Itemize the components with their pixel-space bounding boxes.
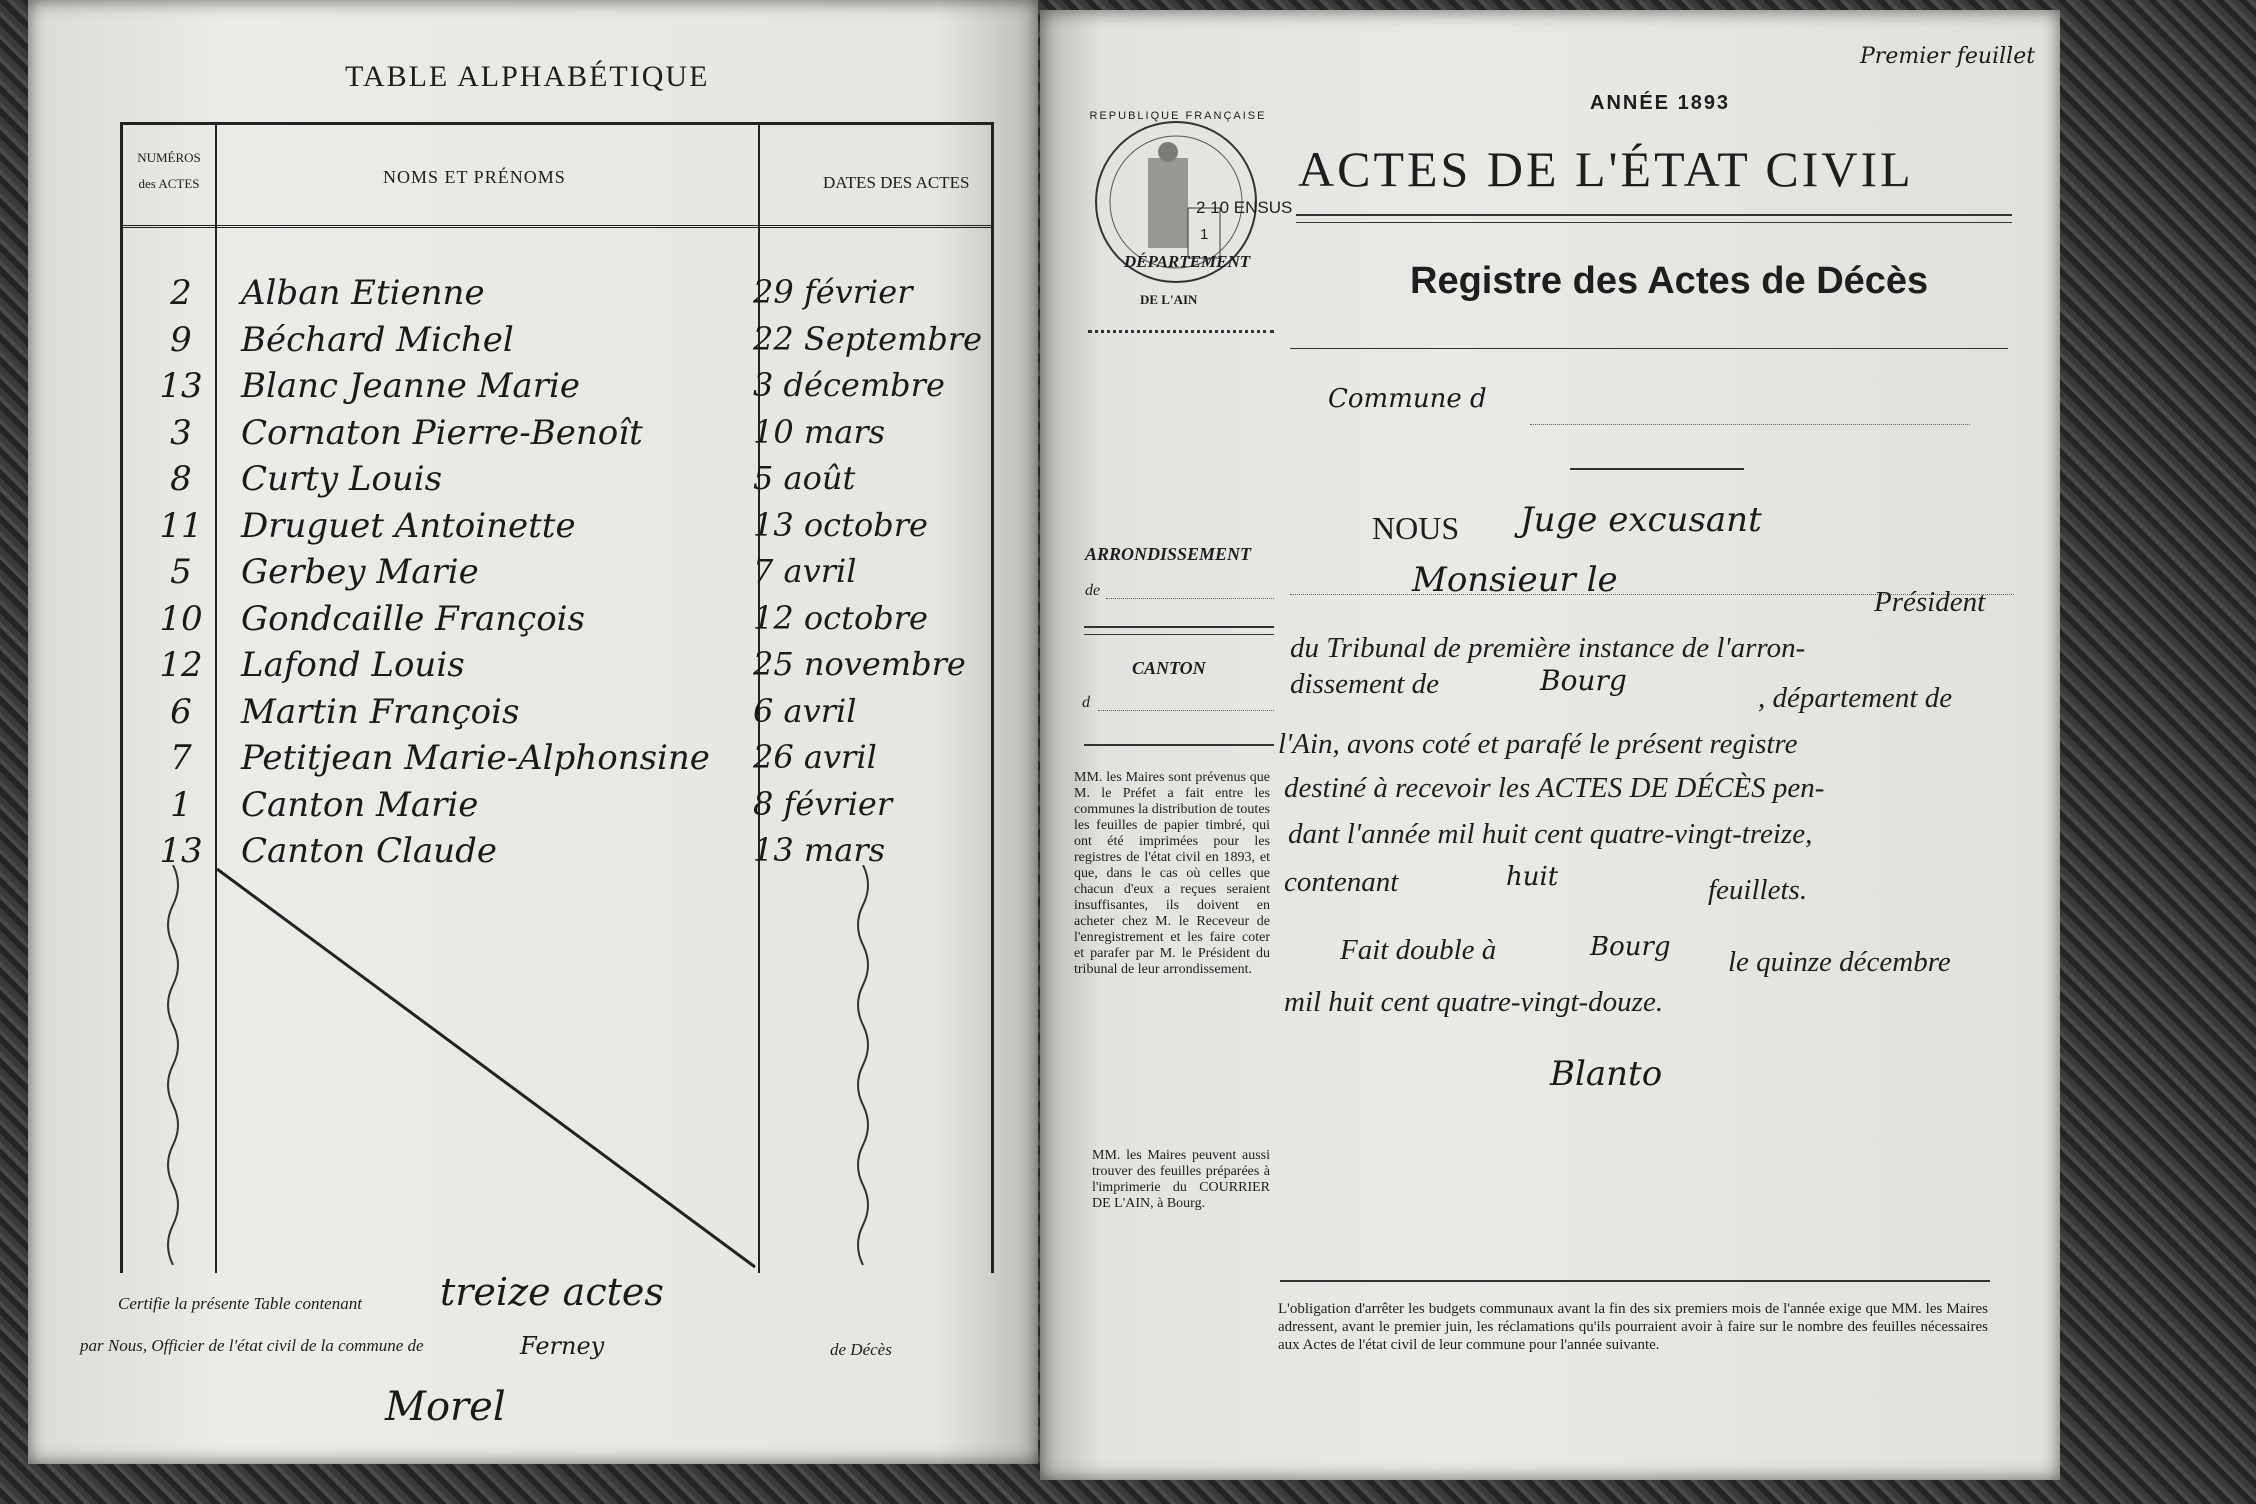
entry-date: 25 novembre xyxy=(753,645,966,683)
entry-name: Gerbey Marie xyxy=(241,552,479,592)
department-label: DÉPARTEMENT xyxy=(1123,252,1251,271)
entry-name: Martin François xyxy=(241,691,520,732)
register-subtitle: Registre des Actes de Décès xyxy=(1410,260,1929,302)
entry-name: Curty Louis xyxy=(241,459,443,499)
entry-number: 1 xyxy=(170,784,192,825)
commune-line xyxy=(1530,424,1970,425)
entry-number: 7 xyxy=(170,738,192,778)
entry-name: Béchard Michel xyxy=(241,319,514,360)
header-noms: NOMS ET PRÉNOMS xyxy=(383,167,566,187)
cancel-diagonal xyxy=(215,867,760,1273)
certification-suffix: de Décès xyxy=(830,1340,892,1359)
body-line-fait: Fait double à xyxy=(1340,934,1497,966)
entry-date: 13 mars xyxy=(753,831,886,869)
stamp-value: 2 10 ENSUS xyxy=(1196,198,1293,217)
body-line-feuillets: feuillets. xyxy=(1708,874,1808,906)
entry-number: 13 xyxy=(159,831,203,871)
body-line-dissement: dissement de xyxy=(1290,668,1439,700)
table-header xyxy=(123,125,991,228)
body-line-ain: l'Ain, avons coté et parafé le présent registre xyxy=(1278,728,1798,760)
body-line-annee: dant l'année mil huit cent quatre-vingt-treize, xyxy=(1288,818,1813,850)
entry-number: 10 xyxy=(159,598,203,639)
officer-signature: Morel xyxy=(385,1384,506,1430)
table-row xyxy=(123,273,991,319)
squiggle-line xyxy=(833,865,893,1285)
side-note-maires: MM. les Maires sont prévenus que M. le Préfet a fait entre les communes la distribution de toutes les feuilles de papier timbré, qui ont été imprimées pour les registres de l'état civil en 1893, et que, dans le cas où celles que chacun d'eux a reçues seraient insuffisantes, ils doivent en acheter chez M. le Receveur de l'enregistrement et les faire coter et parafer par M. le Président du tribunal de leur arrondissement. xyxy=(1074,770,1270,977)
entry-name: Cornaton Pierre-Benoît xyxy=(241,412,643,453)
entry-date: 7 avril xyxy=(753,552,857,590)
entry-number: 5 xyxy=(170,552,192,592)
table-row xyxy=(123,599,991,645)
side-rule xyxy=(1084,634,1274,635)
entry-number: 11 xyxy=(159,505,203,546)
entry-date: 26 avril xyxy=(753,738,877,776)
entry-number: 2 xyxy=(170,273,192,313)
fill-monsieur: Monsieur le xyxy=(1412,560,1618,600)
title-rule xyxy=(1296,222,2012,223)
table-row xyxy=(123,320,991,366)
body-line-departement: , département de xyxy=(1758,682,1953,714)
department-rule xyxy=(1088,330,1274,333)
squiggle-line xyxy=(143,865,203,1265)
budget-note: L'obligation d'arrêter les budgets communaux avant la fin des six premiers mois de l'année exige que MM. les Maires adressent, avant le premier juin, les réclamations qu'ils pourraient avoir à faire sur le nombre des feuilles nécessaires aux Actes de l'état civil de leur commune pour l'année suivante. xyxy=(1278,1301,1988,1353)
entry-name: Petitjean Marie-Alphonsine xyxy=(241,738,710,778)
entry-name: Canton Marie xyxy=(241,784,479,825)
side-rule xyxy=(1084,744,1274,746)
entry-date: 29 février xyxy=(753,273,913,311)
table-row xyxy=(123,645,991,691)
canton-d: d xyxy=(1082,694,1090,711)
fill-bourg-2: Bourg xyxy=(1590,932,1671,962)
arrondissement-line xyxy=(1106,598,1274,599)
top-note: Premier feuillet xyxy=(1860,44,2036,69)
table-row xyxy=(123,785,991,831)
canton-label: CANTON xyxy=(1132,658,1206,678)
entry-number: 3 xyxy=(170,412,192,453)
arrondissement-de: de xyxy=(1085,582,1101,599)
body-line-destine: destiné à recevoir les ACTES DE DÉCÈS pen- xyxy=(1284,772,1825,804)
table-row xyxy=(123,552,991,598)
fill-bourg: Bourg xyxy=(1540,664,1627,697)
certification-count: treize actes xyxy=(440,1270,664,1314)
entry-date: 12 octobre xyxy=(753,598,928,637)
entry-date: 5 août xyxy=(753,459,856,497)
entry-name: Blanc Jeanne Marie xyxy=(241,366,580,406)
entry-date: 6 avril xyxy=(753,691,857,730)
stamp-fraction: 1 xyxy=(1200,226,1209,243)
bottom-rule xyxy=(1280,1280,1990,1282)
table-row xyxy=(123,738,991,784)
fill-juge: Juge excusant xyxy=(1520,500,1762,540)
entry-number: 12 xyxy=(159,645,203,685)
table-row xyxy=(123,413,991,459)
arrondissement-label: ARRONDISSEMENT xyxy=(1085,544,1252,564)
certification-commune: Ferney xyxy=(520,1332,605,1360)
body-line-tribunal: du Tribunal de première instance de l'arron- xyxy=(1290,632,1806,664)
entry-name: Lafond Louis xyxy=(241,645,465,685)
entry-date: 13 octobre xyxy=(753,505,928,544)
entry-number: 9 xyxy=(170,319,192,360)
table-row xyxy=(123,366,991,412)
ornament-rule xyxy=(1570,468,1744,470)
table-title: TABLE ALPHABÉTIQUE xyxy=(345,60,710,93)
entry-name: Alban Etienne xyxy=(241,273,485,313)
entry-name: Canton Claude xyxy=(241,831,497,871)
body-line-mil: mil huit cent quatre-vingt-douze. xyxy=(1284,986,1664,1018)
title-rule xyxy=(1296,214,2012,216)
president-label: Président xyxy=(1874,586,1986,618)
certification-line2: par Nous, Officier de l'état civil de la commune de xyxy=(80,1336,424,1355)
register-year: ANNÉE 1893 xyxy=(1590,92,1731,114)
alphabetical-table xyxy=(120,122,994,1273)
entry-number: 8 xyxy=(170,459,192,499)
header-numeros: NUMÉROS des ACTES xyxy=(137,150,201,191)
entry-date: 8 février xyxy=(753,784,893,823)
table-row xyxy=(123,692,991,738)
table-row xyxy=(123,459,991,505)
nous-label: NOUS xyxy=(1372,510,1460,546)
department-name: DE L'AIN xyxy=(1140,292,1198,307)
table-row xyxy=(123,506,991,552)
entry-number: 13 xyxy=(159,366,203,406)
body-line-contenant: contenant xyxy=(1284,866,1399,898)
header-dates: DATES DES ACTES xyxy=(823,173,970,192)
entry-name: Druguet Antoinette xyxy=(241,505,576,546)
entry-date: 22 Septembre xyxy=(753,319,983,358)
entry-name: Gondcaille François xyxy=(241,598,586,639)
register-title: ACTES DE L'ÉTAT CIVIL xyxy=(1298,141,1914,197)
fill-huit: huit xyxy=(1506,862,1559,892)
body-line-quinze: le quinze décembre xyxy=(1728,946,1951,978)
subtitle-rule xyxy=(1290,348,2008,349)
stamp-legend: REPUBLIQUE FRANÇAISE xyxy=(1089,110,1267,122)
side-rule xyxy=(1084,626,1274,628)
commune-label: Commune d xyxy=(1328,384,1487,414)
entry-date: 10 mars xyxy=(753,412,886,451)
entry-number: 6 xyxy=(170,691,192,732)
certification-line1: Certifie la présente Table contenant xyxy=(118,1294,362,1313)
canton-line xyxy=(1098,710,1274,711)
entry-date: 3 décembre xyxy=(753,366,945,404)
side-note-courrier: MM. les Maires peuvent aussi trouver des feuilles préparées à l'imprimerie du COURRIER DE L'AIN, à Bourg. xyxy=(1092,1148,1270,1211)
president-signature: Blanto xyxy=(1550,1054,1663,1094)
